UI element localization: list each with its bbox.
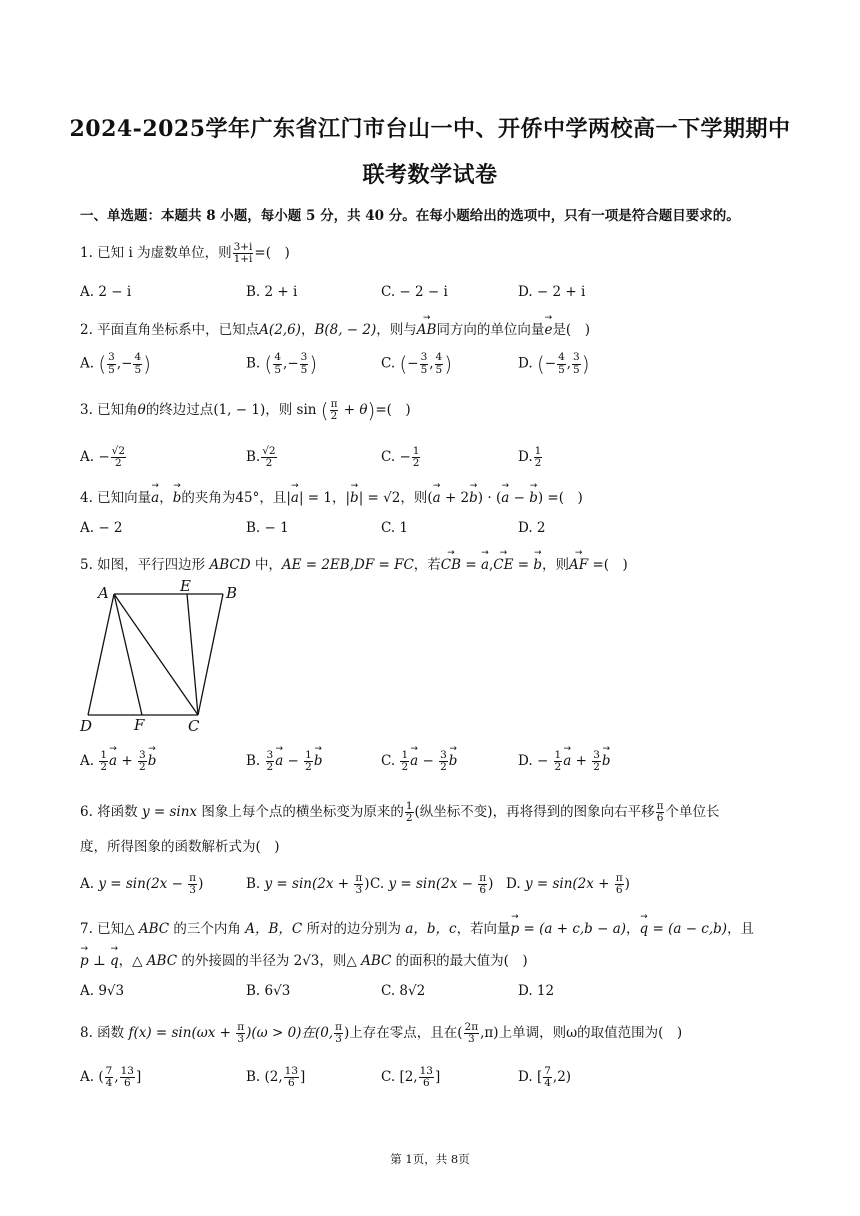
- q8-option-c[interactable]: C. [2, $\frac{13}{6}$ ]: [381, 1065, 441, 1090]
- vector-ab: → AB: [417, 322, 437, 338]
- question-7-line2: → p ⊥ → q，△ ABC 的外接圆的半径为 2√3，则△ ABC 的面积的最大值为( ): [80, 949, 528, 969]
- question-1-suffix: =( ): [254, 245, 290, 261]
- question-8: 8. 函数 f(x) = sin(ωx + $\frac{\pi}{3}$ )(ω > 0)在(0, $\frac{\pi}{3}$ )上存在零点，且在( $\frac{2\pi}{3}$ ,π)上单调，则ω的取值范围为( ): [80, 1020, 683, 1045]
- q8-option-a[interactable]: A. ( $\frac{7}{4}$ , $\frac{13}{6}$ ]: [80, 1065, 142, 1090]
- exam-title-line2: 联考数学试卷: [362, 162, 498, 188]
- q3-option-b[interactable]: B. $\frac{√2}{2}$: [246, 445, 276, 470]
- q3-option-a[interactable]: A. − $\frac{√2}{2}$: [80, 445, 126, 470]
- q7-option-a[interactable]: A. 9√3: [80, 983, 125, 999]
- question-4: 4. 已知向量→ a，→ b的夹角为45°，且|→ a| = 1，|→ b| = √2，则(→ a + 2→ b) · (→ a − → b) =( ): [80, 486, 583, 506]
- question-6-line2: 度，所得图象的函数解析式为( ): [80, 839, 280, 855]
- question-1-prefix: 1. 已知 i 为虚数单位，则: [80, 245, 232, 261]
- q6-option-b[interactable]: B. y = sin(2x + $\frac{\pi}{3}$ ): [246, 872, 370, 897]
- question-6-line1: 6. 将函数 y = sinx 图象上每个点的横坐标变为原来的 $\frac{1}{2}$ (纵坐标不变)，再将得到的图象向右平移 $\frac{\pi}{6}$ 个单位长: [80, 799, 720, 824]
- parallelogram-figure: [76, 576, 252, 736]
- exam-title-line1: 2024-2025学年广东省江门市台山一中、开侨中学两校高一下学期期中: [69, 116, 791, 142]
- q5-option-c[interactable]: C. $\frac{1}{2}$ → a − $\frac{3}{2}$ → b: [381, 750, 457, 773]
- label-a: A: [98, 584, 109, 602]
- q2-option-b[interactable]: B. ( $\frac{4}{5}$ ,− $\frac{3}{5}$ ): [246, 351, 318, 376]
- q3-option-c[interactable]: C. − $\frac{1}{2}$: [381, 445, 420, 470]
- q3-option-d[interactable]: D. $\frac{1}{2}$: [518, 445, 542, 470]
- segment-ec: [187, 594, 198, 715]
- q7-option-d[interactable]: D. 12: [518, 983, 555, 999]
- q4-option-b[interactable]: B. − 1: [246, 520, 289, 536]
- q4-option-c[interactable]: C. 1: [381, 520, 409, 536]
- label-e: E: [180, 577, 191, 595]
- q7-option-c[interactable]: C. 8√2: [381, 983, 426, 999]
- question-7-line1: 7. 已知△ ABC 的三个内角 A，B，C 所对的边分别为 a，b，c，若向量→ p = (a + c,b − a)，→ q = (a − c,b)，且: [80, 917, 754, 937]
- vector-e: → e: [544, 322, 552, 338]
- q2-option-c[interactable]: C. (− $\frac{3}{5}$ , $\frac{4}{5}$ ): [381, 351, 453, 376]
- question-1-fraction: $\frac{3+i}{1+i}$: [233, 240, 253, 265]
- q6-option-d[interactable]: D. y = sin(2x + $\frac{\pi}{6}$ ): [506, 872, 630, 897]
- q4-option-a[interactable]: A. − 2: [80, 520, 123, 536]
- q5-option-d[interactable]: D. − $\frac{1}{2}$ → a + $\frac{3}{2}$ → b: [518, 750, 611, 773]
- label-b: B: [226, 584, 238, 602]
- question-5: 5. 如图，平行四边形 ABCD 中，AE = 2EB,DF = FC，若→ CB = → a,→ CE = → b，则→ AF =( ): [80, 553, 628, 573]
- q1-option-d[interactable]: D. − 2 + i: [518, 284, 586, 300]
- q6-option-c[interactable]: C. y = sin(2x − $\frac{\pi}{6}$ ): [370, 872, 494, 897]
- question-2: 2. 平面直角坐标系中，已知点A(2,6)，B(8, − 2)，则与→ AB同方向的单位向量→ e是( ): [80, 318, 590, 338]
- q6-option-a[interactable]: A. y = sin(2x − $\frac{\pi}{3}$ ): [80, 872, 204, 897]
- segment-ad: [88, 594, 114, 715]
- segment-af: [114, 594, 142, 715]
- q4-option-d[interactable]: D. 2: [518, 520, 546, 536]
- q5-option-b[interactable]: B. $\frac{3}{2}$ → a − $\frac{1}{2}$ → b: [246, 750, 323, 773]
- q1-option-a[interactable]: A. 2 − i: [80, 284, 132, 300]
- q5-option-a[interactable]: A. $\frac{1}{2}$ → a + $\frac{3}{2}$ → b: [80, 750, 156, 773]
- label-c: C: [188, 717, 200, 735]
- q2-option-a[interactable]: A. ( $\frac{3}{5}$ ,− $\frac{4}{5}$ ): [80, 351, 151, 376]
- question-1: [80, 241, 290, 265]
- q7-option-b[interactable]: B. 6√3: [246, 983, 291, 999]
- label-f: F: [134, 716, 145, 734]
- segment-ac: [114, 594, 198, 715]
- q1-option-c[interactable]: C. − 2 − i: [381, 284, 448, 300]
- question-3: 3. 已知角θ的终边过点(1, − 1)，则 sin ( $\frac{\pi}{2}$ + θ)=( ): [80, 397, 411, 423]
- page-footer: 第 1页，共 8页: [390, 1152, 470, 1166]
- section-heading-single-choice: 一、单选题：本题共 8 小题，每小题 5 分，共 40 分。在每小题给出的选项中，只有一项是符合题目要求的。: [80, 208, 740, 224]
- segment-bc: [198, 594, 223, 715]
- q8-option-b[interactable]: B. (2, $\frac{13}{6}$ ]: [246, 1065, 306, 1090]
- q1-option-b[interactable]: B. 2 + i: [246, 284, 298, 300]
- q2-option-d[interactable]: D. (− $\frac{4}{5}$ , $\frac{3}{5}$ ): [518, 351, 590, 376]
- q8-option-d[interactable]: D. [ $\frac{7}{4}$ ,2): [518, 1065, 572, 1090]
- label-d: D: [80, 717, 93, 735]
